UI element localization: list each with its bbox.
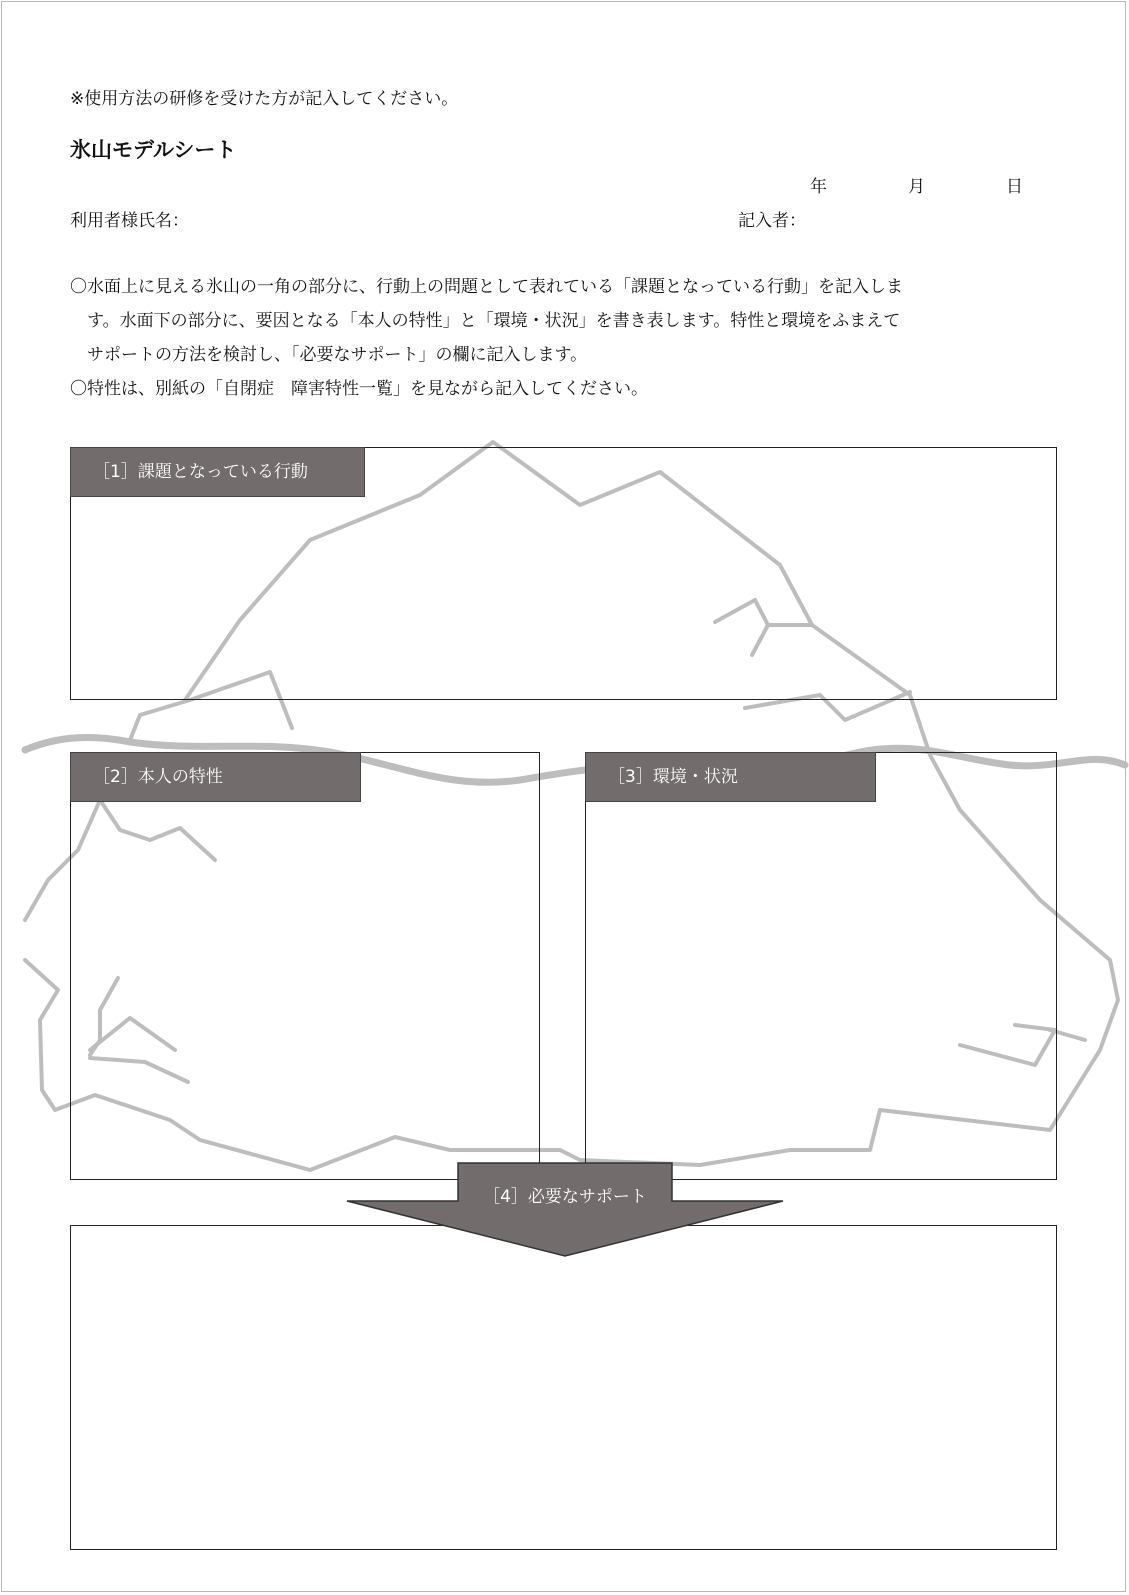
usage-note: ※使用方法の研修を受けた方が記入してください。 [70,89,459,109]
date-year-label: 年 [810,177,827,197]
traits-tab: ［2］本人の特性 [70,752,361,802]
writer-label: 記入者： [738,211,806,231]
environment-tab: ［3］環境・状況 [585,752,876,802]
sheet-title: 氷山モデルシート [70,138,237,162]
instruction-line-2: す。水面下の部分に、要因となる「本人の特性」と「環境・状況」を書き表します。特性と環境をふまえて [70,311,901,331]
behavior-tab: ［1］課題となっている行動 [70,447,365,497]
instruction-line-3: サポートの方法を検討し、「必要なサポート」の欄に記入します。 [70,345,588,365]
user-name-label: 利用者様氏名： [70,211,189,231]
date-day-label: 日 [1006,177,1023,197]
instruction-line-4: 〇特性は、別紙の「自閉症 障害特性一覧」を見ながら記入してください。 [70,379,648,399]
support-label: ［4］必要なサポート [483,1187,647,1207]
date-month-label: 月 [908,177,925,197]
instruction-line-1: 〇水面上に見える氷山の一角の部分に、行動上の問題として表れている「課題となっている行動」を記入しま [70,277,903,297]
